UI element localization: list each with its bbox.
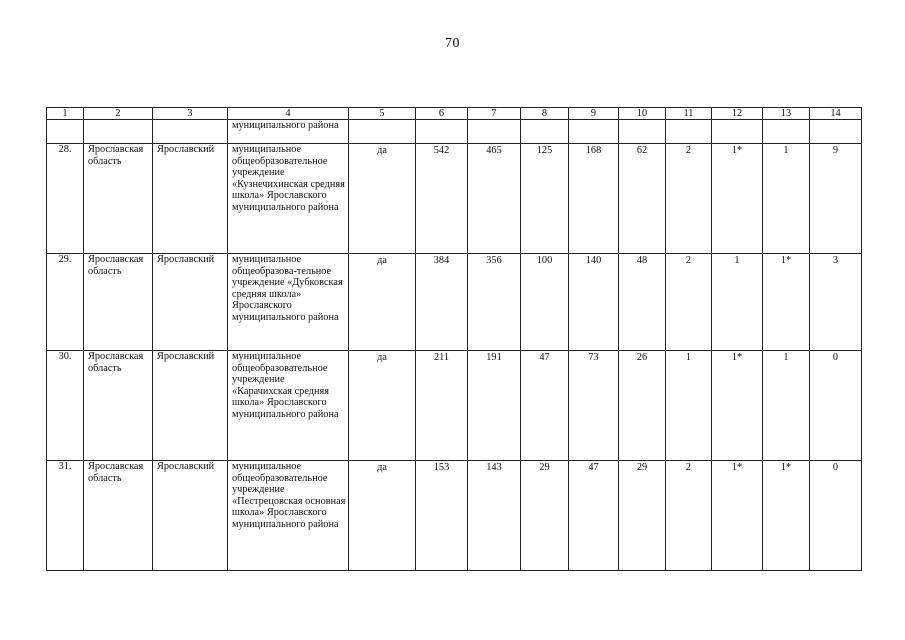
header-cell-4: 4	[228, 108, 349, 120]
header-cell-12: 12	[712, 108, 763, 120]
institution-cell: муниципальное общеобразовательное учреждение «Кузнечихинская средняя школа» Ярославского муниципального района	[228, 144, 349, 254]
value-cell-14: 9	[810, 144, 862, 254]
region-cell: Ярославская область	[84, 461, 153, 571]
value-cell-11: 2	[666, 461, 712, 571]
empty-cell	[619, 120, 666, 144]
value-cell-13: 1*	[763, 461, 810, 571]
value-cell-14: 0	[810, 461, 862, 571]
continuation-text	[228, 120, 349, 144]
district-cell: Ярославский	[153, 254, 228, 351]
header-cell-1: 1	[47, 108, 84, 120]
institution-cell: муниципальное общеобразова-тельное учреждение «Дубковская средняя школа» Ярославского муниципального района	[228, 254, 349, 351]
header-cell-10: 10	[619, 108, 666, 120]
empty-cell	[569, 120, 619, 144]
value-cell-8: 100	[521, 254, 569, 351]
empty-cell	[763, 120, 810, 144]
value-cell-11: 1	[666, 351, 712, 461]
district-cell: Ярославский	[153, 461, 228, 571]
table-row	[47, 254, 862, 351]
empty-cell	[712, 120, 763, 144]
value-cell-8: 47	[521, 351, 569, 461]
region-cell: Ярославская область	[84, 254, 153, 351]
value-cell-9: 140	[569, 254, 619, 351]
table-row	[47, 461, 862, 571]
empty-cell	[666, 120, 712, 144]
value-cell-10: 29	[619, 461, 666, 571]
value-cell-7: 191	[468, 351, 521, 461]
value-cell-8: 125	[521, 144, 569, 254]
value-cell-7: 143	[468, 461, 521, 571]
header-cell-7: 7	[468, 108, 521, 120]
value-cell-10: 62	[619, 144, 666, 254]
header-cell-9: 9	[569, 108, 619, 120]
empty-cell	[521, 120, 569, 144]
flag-cell: да	[349, 461, 416, 571]
value-cell-12: 1*	[712, 351, 763, 461]
flag-cell: да	[349, 351, 416, 461]
value-cell-7: 356	[468, 254, 521, 351]
value-cell-7: 465	[468, 144, 521, 254]
value-cell-6: 211	[416, 351, 468, 461]
header-cell-3: 3	[153, 108, 228, 120]
row-index: 31.	[47, 461, 84, 571]
header-cell-5: 5	[349, 108, 416, 120]
empty-cell	[47, 120, 84, 144]
continuation-row	[47, 120, 862, 144]
continuation-text-value: муниципального района	[232, 120, 339, 131]
header-cell-8: 8	[521, 108, 569, 120]
district-cell: Ярославский	[153, 351, 228, 461]
value-cell-8: 29	[521, 461, 569, 571]
empty-cell	[153, 120, 228, 144]
flag-cell: да	[349, 254, 416, 351]
value-cell-9: 168	[569, 144, 619, 254]
institution-cell: муниципальное общеобразовательное учреждение «Пестрецовская основная школа» Ярославского муниципального района	[228, 461, 349, 571]
value-cell-10: 48	[619, 254, 666, 351]
header-cell-13: 13	[763, 108, 810, 120]
header-cell-11: 11	[666, 108, 712, 120]
value-cell-12: 1*	[712, 461, 763, 571]
value-cell-13: 1*	[763, 254, 810, 351]
row-index: 29.	[47, 254, 84, 351]
header-cell-2: 2	[84, 108, 153, 120]
row-index: 30.	[47, 351, 84, 461]
value-cell-13: 1	[763, 144, 810, 254]
value-cell-10: 26	[619, 351, 666, 461]
region-cell: Ярославская область	[84, 351, 153, 461]
empty-cell	[468, 120, 521, 144]
empty-cell	[84, 120, 153, 144]
value-cell-9: 73	[569, 351, 619, 461]
row-index: 28.	[47, 144, 84, 254]
value-cell-14: 0	[810, 351, 862, 461]
header-row	[47, 108, 862, 120]
value-cell-6: 384	[416, 254, 468, 351]
value-cell-12: 1	[712, 254, 763, 351]
header-cell-6: 6	[416, 108, 468, 120]
value-cell-11: 2	[666, 254, 712, 351]
district-cell: Ярославский	[153, 144, 228, 254]
flag-cell: да	[349, 144, 416, 254]
table-row	[47, 351, 862, 461]
empty-cell	[810, 120, 862, 144]
value-cell-11: 2	[666, 144, 712, 254]
empty-cell	[349, 120, 416, 144]
header-cell-14: 14	[810, 108, 862, 120]
region-cell: Ярославская область	[84, 144, 153, 254]
empty-cell	[416, 120, 468, 144]
value-cell-13: 1	[763, 351, 810, 461]
value-cell-6: 153	[416, 461, 468, 571]
value-cell-14: 3	[810, 254, 862, 351]
page-number: 70	[445, 36, 460, 51]
institution-cell: муниципальное общеобразовательное учреждение «Карачихская средняя школа» Ярославского муниципального района	[228, 351, 349, 461]
table-row	[47, 144, 862, 254]
value-cell-12: 1*	[712, 144, 763, 254]
value-cell-6: 542	[416, 144, 468, 254]
schools-table	[46, 107, 862, 571]
value-cell-9: 47	[569, 461, 619, 571]
